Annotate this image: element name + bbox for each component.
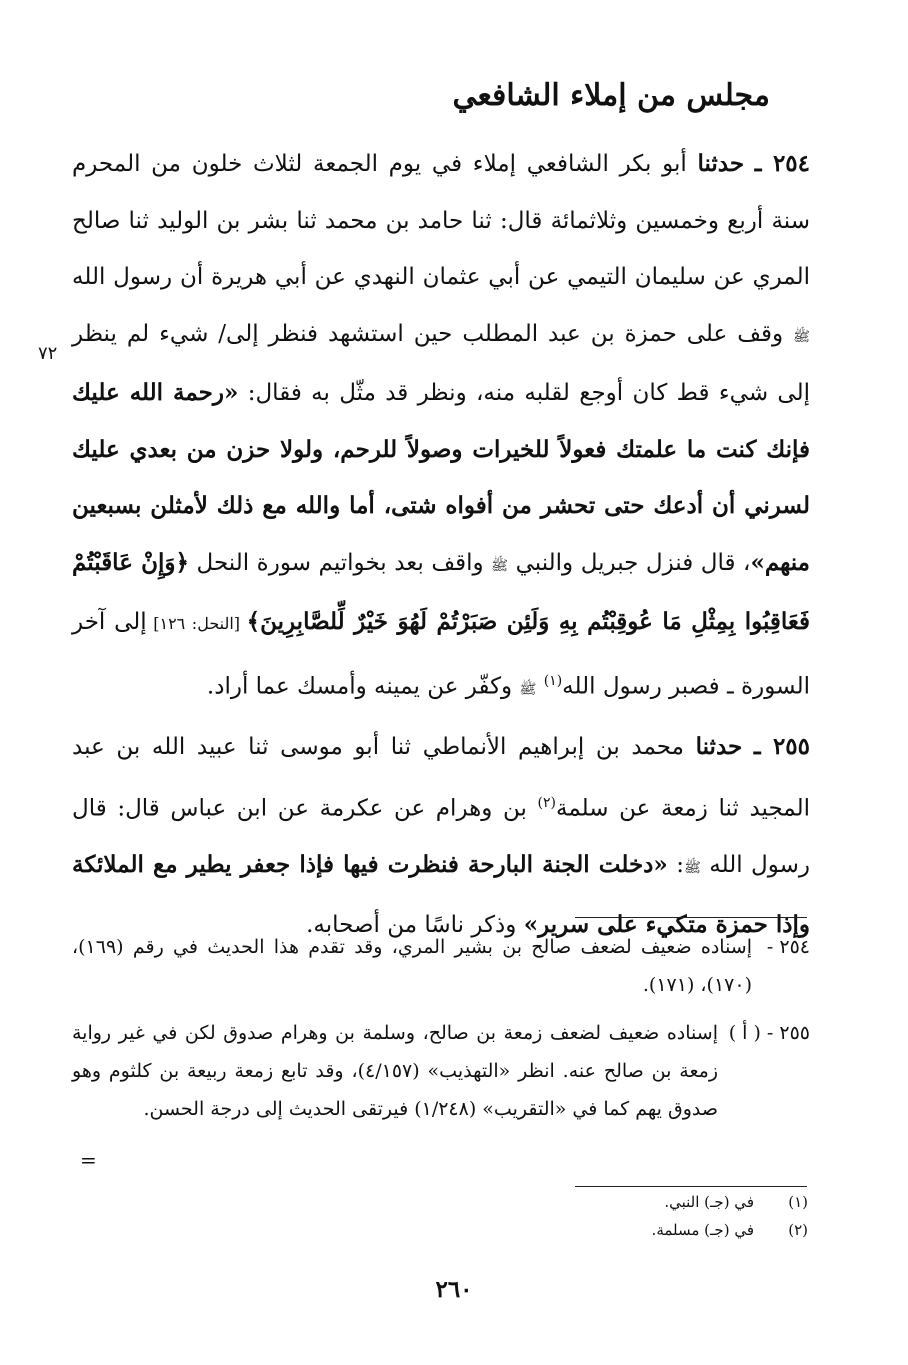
page-header-title: مجلس من إملاء الشافعي	[452, 78, 770, 113]
hadith-254-text-2: وقف على حمزة بن عبد المطلب حين استشهد فنظر إلى/ شيء لم ينظر إلى شيء قط كان أوجع لقلبه منه، ونظر قد مثّل به فقال:	[72, 320, 810, 406]
verse-citation: [النحل: ١٢٦]	[146, 614, 247, 633]
hadith-255-text-2: بن وهرام عن عكرمة عن ابن عباس قال: قال رسول الله	[72, 795, 811, 879]
quran-verse: ﴿وَإِنْ عَاقَبْتُمْ فَعَاقِبُوا بِمِثْلِ مَا عُوقِبْتُم بِهِ وَلَئِن صَبَرْتُمْ لَهُوَ خَيْرٌ لِّلصَّابِرِينَ﴾	[72, 548, 810, 635]
hadith-254-quote: «رحمة الله عليك فإنك كنت ما علمتك فعولاً للخيرات وصولاً للرحم، ولولا حزن من بعدي عليك لسرني أن أدعك حتى تحشر من أفواه شتى، أما والله مع ذلك لأمثلن بسبعين منهم»	[72, 379, 811, 576]
note-255-number: ٢٥٥ - ( أ )	[728, 1022, 810, 1044]
salutation-glyph: ﷺ	[519, 681, 537, 698]
hadith-255-quote: «دخلت الجنة البارحة فنظرت فيها فإذا جعفر يطير مع الملائكة وإذا حمزة متكيء على سرير»	[72, 851, 810, 938]
hadith-255-number: ٢٥٥ ـ	[753, 732, 810, 760]
page-number: ٢٦٠	[435, 1276, 473, 1303]
margin-page-reference: ٧٢	[38, 343, 58, 364]
salutation-glyph: ﷺ	[793, 328, 810, 345]
note-255	[72, 1014, 810, 1128]
footnote-1-text: في (جـ) النبي.	[664, 1193, 754, 1211]
salutation-glyph: ﷺ	[491, 557, 509, 574]
footnote-2-text: في (جـ) مسلمة.	[651, 1221, 754, 1239]
hadith-254-text-5: إلى آخر السورة ـ فصبر رسول الله	[72, 609, 810, 700]
hadith-254-lead: حدثنا	[697, 150, 745, 177]
footnote-ref-1[interactable]: (١)	[543, 672, 563, 689]
hadith-255-lead: حدثنا	[695, 732, 743, 760]
hadith-254-number: ٢٥٤ ـ	[754, 150, 810, 177]
notes-divider	[575, 917, 807, 918]
footnote-1-mark: (١)	[788, 1193, 808, 1211]
footnote-1	[508, 1193, 808, 1211]
salutation-glyph: ﷺ	[683, 860, 701, 877]
hadith-255-text-3: وذكر ناسًا من أصحابه.	[306, 911, 524, 938]
note-255-text: إسناده ضعيف لضعف زمعة بن صالح، وسلمة بن وهرام صدوق لكن في غير رواية زمعة بن صالح عنه. انظر «التهذيب» (٤/١٥٧)، وقد تابع زمعة ربيعة بن كلثوم وهو صدوق يهم كما في «التقريب» (١/٢٤٨) فيرتقى الحديث إلى درجة الحسن.	[72, 1022, 718, 1120]
footnote-2	[508, 1221, 808, 1239]
continued-mark: =	[80, 1148, 97, 1172]
note-254-text: إسناده ضعيف لضعف صالح بن بشير المري، وقد تقدم هذا الحديث في رقم (١٦٩)، (١٧٠)، (١٧١).	[72, 936, 752, 996]
hadith-254-text-4: واقف بعد بخواتيم سورة النحل	[189, 549, 492, 576]
footnote-2-mark: (٢)	[788, 1221, 808, 1239]
footnotes-divider	[575, 1186, 807, 1187]
commentary-notes	[72, 928, 810, 1128]
hadith-255-text-1: محمد بن إبراهيم الأنماطي ثنا أبو موسى ثنا عبيد الله بن عبد المجيد ثنا زمعة عن سلمة	[72, 733, 810, 822]
note-254-number: ٢٥٤ -	[766, 936, 810, 958]
hadith-254-text-1: أبو بكر الشافعي إملاء في يوم الجمعة لثلاث خلون من المحرم سنة أربع وخمسين وثلاثمائة قال: ثنا حامد بن محمد ثنا بشر بن الوليد ثنا صالح المري عن سليمان التيمي عن أبي عثمان النهدي عن أبي هريرة أن رسول الله	[72, 151, 810, 290]
footnote-ref-2[interactable]: (٢)	[537, 795, 556, 812]
note-254	[72, 928, 810, 1004]
hadith-254-text-3: ، قال فنزل جبريل والنبي	[508, 549, 751, 576]
main-text	[72, 136, 810, 953]
hadith-254-paragraph	[72, 136, 810, 718]
hadith-254-text-6: وكفّر عن يمينه وأمسك عما أراد.	[206, 673, 520, 700]
hadith-255-paragraph: ٢٥٥ ـ حدثنا محمد بن إبراهيم الأنماطي ثنا أبو موسى ثنا عبيد الله بن عبد المجيد ثنا زمعة عن سلمة$^{(٢)}$ بن وهرام عن عكرمة عن ابن عباس قال: قال رسول الله ﷺ: «دخلت الجنة البارحة فنظرت فيها فإذا جعفر يطير مع الملائكة وإذا حمزة متكيء على سرير» وذكر ناسًا من أصحابه.	[72, 732, 811, 938]
